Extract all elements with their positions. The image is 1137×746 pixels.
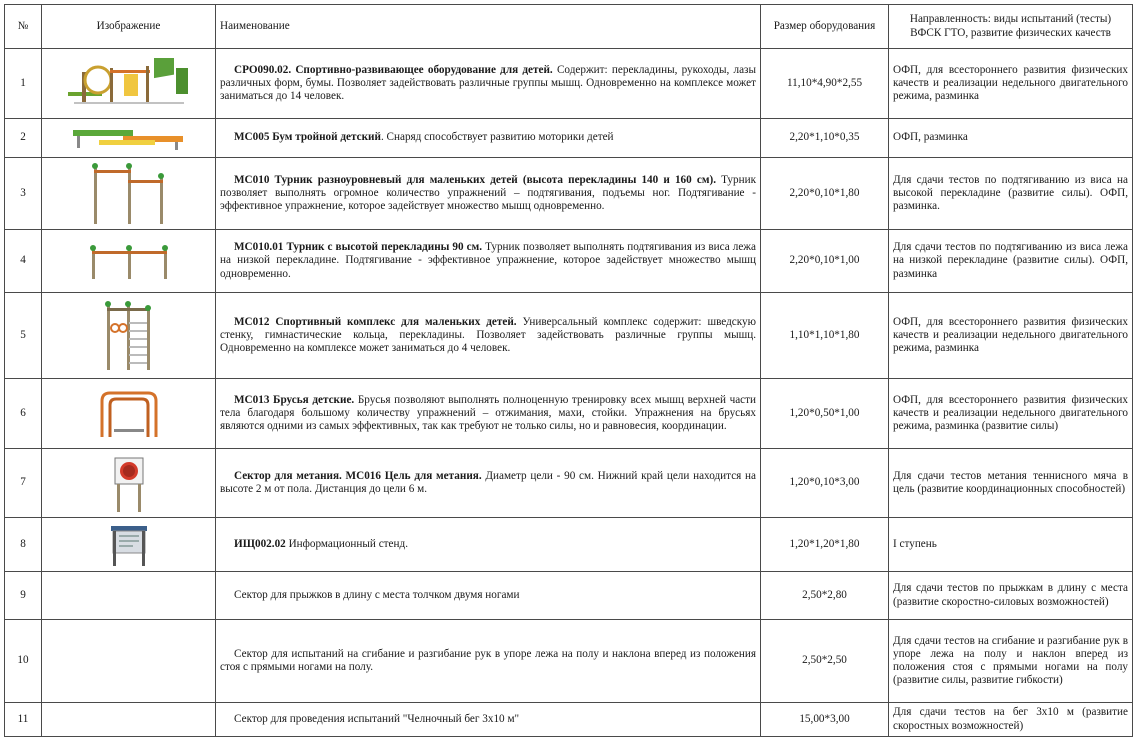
multilevel-bar-icon <box>84 162 174 226</box>
row-name <box>216 620 761 703</box>
row-name-text: Турник позволяет выполнять огромное количество упражнений – подтягивания, подъемы ног. Подтягивание - эффективное упражнение, которое задействует множество мышц одновременно. <box>220 173 757 213</box>
row-num: 7 <box>5 449 42 518</box>
table-row <box>5 230 1133 293</box>
table-row <box>5 572 1133 620</box>
sport-complex-icon <box>99 298 159 374</box>
row-name <box>216 703 761 737</box>
header-image: Изображение <box>42 5 216 49</box>
row-name-text: Содержит: перекладины, рукоходы, лазы различных форм, бумы. Позволяет задействовать различные группы мышц. Одновременно на комплексе может заниматься до 14 человек. <box>220 63 756 103</box>
row-size: 2,20*0,10*1,80 <box>761 158 889 230</box>
row-direction: Для сдачи тестов метания теннисного мяча в цель (развитие координационных способностей) <box>889 449 1133 518</box>
table-row <box>5 449 1133 518</box>
row-name-bold: МС010.01 Турник с высотой перекладины 90 см. <box>234 241 483 254</box>
row-name-bold: СРО090.02. Спортивно-развивающее оборудование для детей. <box>234 63 553 76</box>
info-stand-icon <box>105 522 153 568</box>
equipment-table <box>4 4 1133 737</box>
row-size: 2,20*0,10*1,00 <box>761 230 889 293</box>
table-row <box>5 49 1133 119</box>
throwing-target-icon <box>109 452 149 514</box>
row-size: 2,20*1,10*0,35 <box>761 119 889 158</box>
row-name-text: Диаметр цели - 90 см. Нижний край цели находится на высоте 2 м от пола. Дистанция до цели 6 м. <box>220 469 757 495</box>
table-row <box>5 703 1133 737</box>
row-num: 10 <box>5 620 42 703</box>
low-bar-icon <box>84 241 174 281</box>
row-direction: Для сдачи тестов на сгибание и разгибание рук в упоре лежа на полу и наклон вперед из положения стоя с прямыми ногами на полу (развитие силы, развитие гибкости) <box>889 620 1133 703</box>
row-direction: ОФП, для всестороннего развития физических качеств и реализации недельного двигательного режима, разминка <box>889 49 1133 119</box>
table-row <box>5 119 1133 158</box>
row-size: 2,50*2,80 <box>761 572 889 620</box>
row-name <box>216 572 761 620</box>
row-size: 1,20*0,10*3,00 <box>761 449 889 518</box>
row-num: 9 <box>5 572 42 620</box>
row-name-text: Сектор для испытаний на сгибание и разгибание рук в упоре лежа на полу и наклона вперед из положения стоя с прямыми ногами на полу. <box>220 647 756 673</box>
row-name-bold: МС005 Бум тройной детский <box>234 131 381 144</box>
row-num: 6 <box>5 379 42 449</box>
row-name <box>216 230 761 293</box>
row-name <box>216 449 761 518</box>
row-num: 4 <box>5 230 42 293</box>
row-direction: Для сдачи тестов по подтягиванию из виса на высокой перекладине (развитие силы). ОФП, разминка. <box>889 158 1133 230</box>
parallel-bars-icon <box>94 387 164 441</box>
row-num: 1 <box>5 49 42 119</box>
row-name <box>216 518 761 572</box>
table-row <box>5 620 1133 703</box>
row-image <box>42 703 216 737</box>
row-num: 2 <box>5 119 42 158</box>
row-image <box>42 293 216 379</box>
row-image <box>42 518 216 572</box>
row-direction: ОФП, разминка <box>889 119 1133 158</box>
row-direction: ОФП, для всестороннего развития физических качеств и реализации недельного двигательного режима, разминка <box>889 293 1133 379</box>
table-row <box>5 158 1133 230</box>
row-name-bold: МС012 Спортивный комплекс для маленьких детей. <box>234 315 517 328</box>
row-direction: Для сдачи тестов на бег 3х10 м (развитие скоростных возможностей) <box>889 703 1133 737</box>
header-size: Размер оборудования <box>761 5 889 49</box>
table-header-row <box>5 5 1133 49</box>
table-row <box>5 293 1133 379</box>
playground-complex-icon <box>64 58 194 110</box>
header-num: № <box>5 5 42 49</box>
row-image <box>42 620 216 703</box>
row-num: 8 <box>5 518 42 572</box>
row-image <box>42 379 216 449</box>
row-name-text: . Снаряд способствует развитию моторики детей <box>380 131 614 144</box>
row-name-bold: МС013 Брусья детские. <box>234 393 355 406</box>
row-name-text: Брусья позволяют выполнять полноценную тренировку всех мышц верхней части тела благодаря большому количеству упражнений – отжимания, махи, стойки. Упражнения на брусьях являются одними из самых эффективных, так как требуют не только силы, но и равновесия, координации. <box>220 393 756 433</box>
row-name-bold: МС010 Турник разноуровневый для маленьких детей (высота перекладины 140 и 160 см). <box>234 173 716 186</box>
row-size: 15,00*3,00 <box>761 703 889 737</box>
table-row <box>5 518 1133 572</box>
row-name <box>216 379 761 449</box>
row-size: 1,20*0,50*1,00 <box>761 379 889 449</box>
row-name <box>216 119 761 158</box>
row-image <box>42 572 216 620</box>
row-num: 3 <box>5 158 42 230</box>
row-name <box>216 158 761 230</box>
row-image <box>42 49 216 119</box>
row-name-text: Универсальный комплекс содержит: шведскую стенку, гимнастические кольца, перекладины. Позволяет задействовать различные группы мышц. Одновременно на комплексе может заниматься до 4 человек. <box>220 315 756 355</box>
row-size: 11,10*4,90*2,55 <box>761 49 889 119</box>
row-image <box>42 119 216 158</box>
balance-beam-icon <box>69 124 189 152</box>
row-image <box>42 230 216 293</box>
row-direction: I ступень <box>889 518 1133 572</box>
row-name-bold: Сектор для метания. МС016 Цель для метания. <box>234 469 482 482</box>
row-image <box>42 449 216 518</box>
row-direction: Для сдачи тестов по прыжкам в длину с места (развитие скоростно-силовых возможностей) <box>889 572 1133 620</box>
row-name <box>216 293 761 379</box>
header-direction: Направленность: виды испытаний (тесты) ВФСК ГТО, развитие физических качеств <box>889 5 1133 49</box>
row-name-text: Турник позволяет выполнять подтягивания из виса лежа на низкой перекладине. Подтягивание - эффективное упражнение, которое задействует множество мышц одновременно. <box>220 241 756 280</box>
row-image <box>42 158 216 230</box>
row-direction: ОФП, для всестороннего развития физических качеств и реализации недельного двигательного режима, разминка (развитие силы) <box>889 379 1133 449</box>
row-name-bold: ИЩ002.02 <box>234 537 286 550</box>
row-num: 5 <box>5 293 42 379</box>
row-size: 1,20*1,20*1,80 <box>761 518 889 572</box>
row-name-text: Информационный стенд. <box>285 537 409 550</box>
header-name: Наименование <box>216 5 761 49</box>
row-name-text: Сектор для прыжков в длину с места толчком двумя ногами <box>234 588 520 601</box>
row-size: 1,10*1,10*1,80 <box>761 293 889 379</box>
table-row <box>5 379 1133 449</box>
row-name-text: Сектор для проведения испытаний "Челночный бег 3х10 м" <box>234 712 520 725</box>
row-name <box>216 49 761 119</box>
row-num: 11 <box>5 703 42 737</box>
row-size: 2,50*2,50 <box>761 620 889 703</box>
row-direction: Для сдачи тестов по подтягиванию из виса лежа на низкой перекладине (развитие силы). ОФП, разминка <box>889 230 1133 293</box>
